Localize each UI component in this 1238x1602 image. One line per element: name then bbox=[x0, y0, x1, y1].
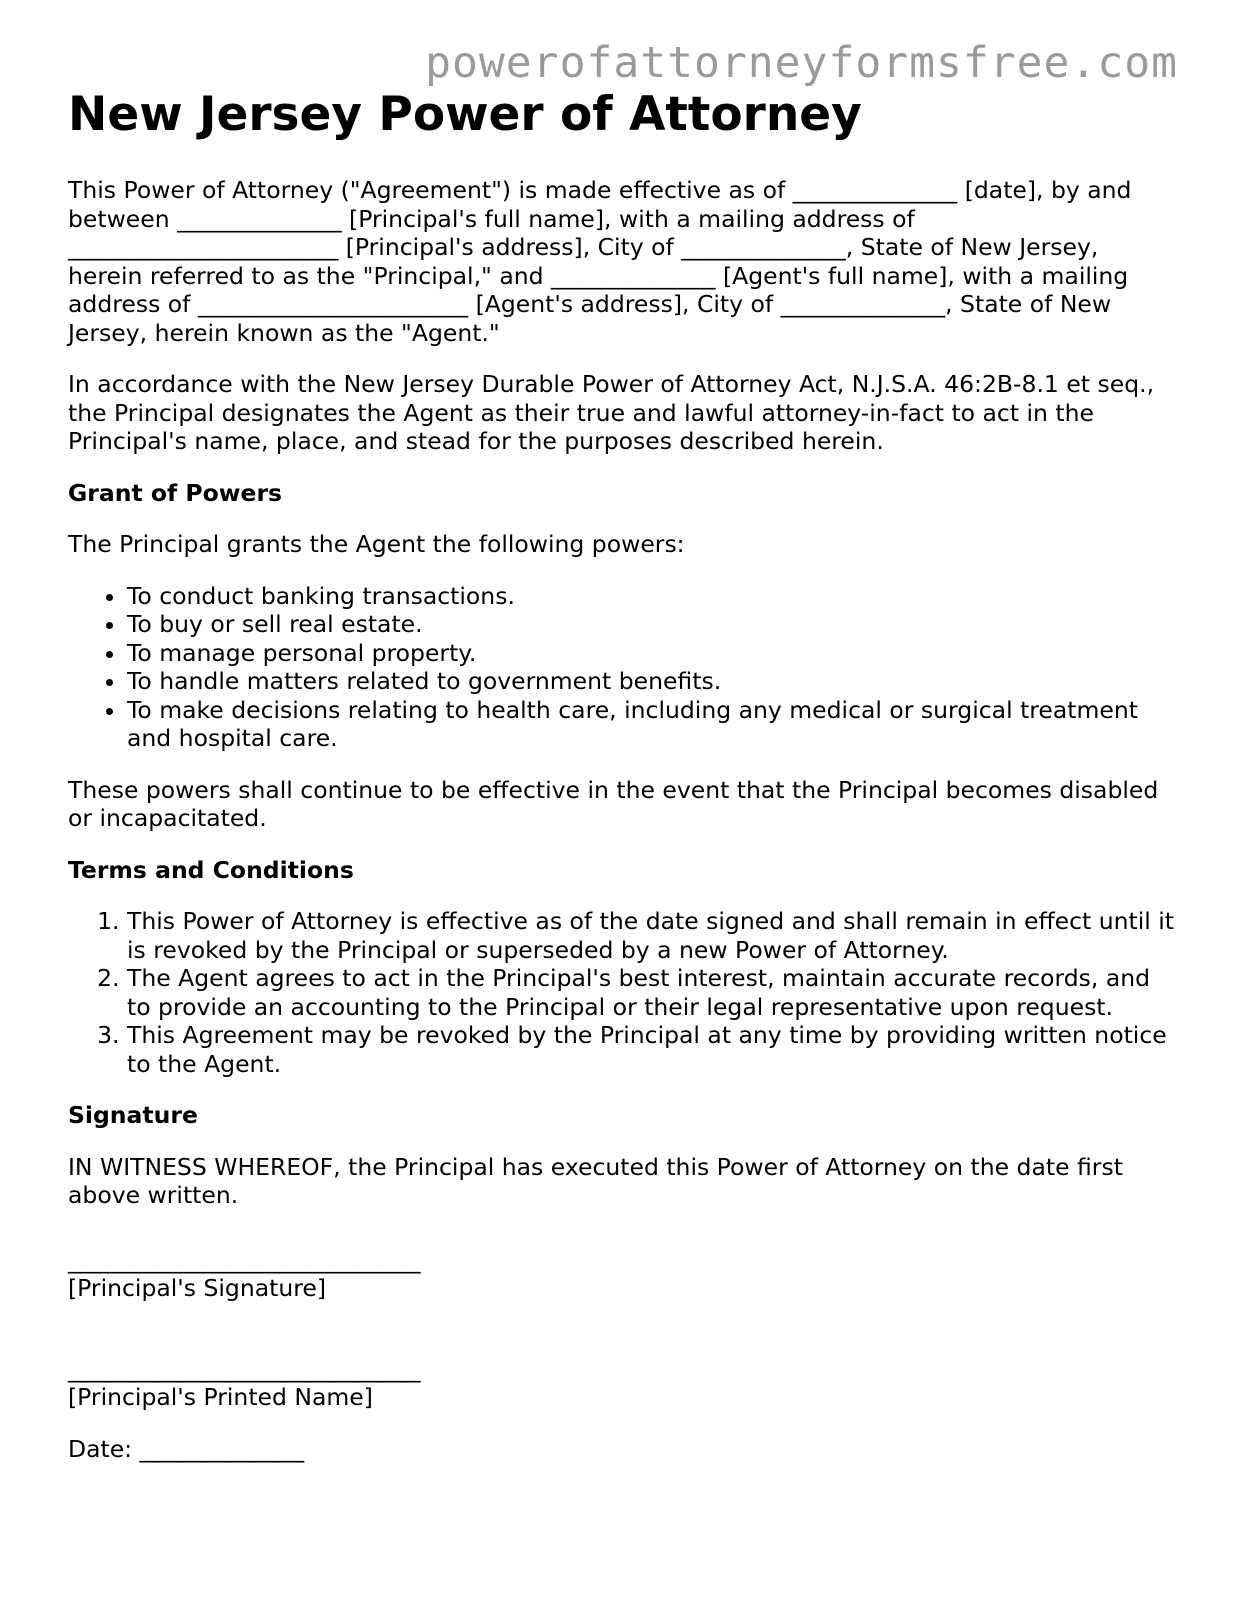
signature-heading: Signature bbox=[68, 1101, 198, 1129]
page-title: New Jersey Power of Attorney bbox=[68, 87, 862, 142]
watermark-text: powerofattorneyformsfree.com bbox=[425, 38, 1178, 88]
list-item: 1. This Power of Attorney is effective as of the date signed and shall remain in effect until it is revoked by the Principal or superseded by a new Power of Attorney. bbox=[127, 907, 1178, 964]
document-page bbox=[68, 84, 1178, 1463]
date-blank[interactable]: ______________ bbox=[139, 1434, 305, 1463]
signature-caption: [Principal's Signature] bbox=[68, 1274, 327, 1302]
powers-list bbox=[68, 582, 1178, 753]
signature-block bbox=[68, 1246, 1178, 1464]
terms-heading: Terms and Conditions bbox=[68, 855, 354, 884]
intro-paragraph: This Power of Attorney ("Agreement") is made effective as of ______________ [date], by and between ______________ [Principal's full name], with a mailing address of _______________________ [Principal's address], City of ______________, State of New Jersey, herein referred to as the "Principal," and ______________ [Agent's full name], with a mailing address of _______________________ [Agent's address], City of ______________, State of New Jersey, herein known as the "Agent." bbox=[68, 176, 1132, 347]
list-item: • To handle matters related to government benefits. bbox=[127, 667, 1178, 696]
durability-paragraph: These powers shall continue to be effective in the event that the Principal becomes disabled or incapacitated. bbox=[68, 775, 1159, 832]
date-row bbox=[68, 1435, 1178, 1464]
witness-paragraph: IN WITNESS WHEREOF, the Principal has executed this Power of Attorney on the date first above written. bbox=[68, 1152, 1123, 1209]
printed-name-line[interactable]: ______________________________ bbox=[68, 1354, 421, 1383]
printed-name-caption: [Principal's Printed Name] bbox=[68, 1383, 373, 1411]
signature-line[interactable]: ______________________________ bbox=[68, 1245, 421, 1274]
terms-list bbox=[68, 907, 1178, 1078]
list-item: • To manage personal property. bbox=[127, 639, 1178, 668]
list-item: • To conduct banking transactions. bbox=[127, 582, 1178, 611]
grant-lead: The Principal grants the Agent the following powers: bbox=[68, 530, 685, 558]
date-label: Date: bbox=[68, 1434, 133, 1463]
grant-heading: Grant of Powers bbox=[68, 478, 283, 507]
list-item: • To buy or sell real estate. bbox=[127, 610, 1178, 639]
act-paragraph: In accordance with the New Jersey Durable Power of Attorney Act, N.J.S.A. 46:2B-8.1 et seq., the Principal designates the Agent as their true and lawful attorney-in-fact to act in the Principal's name, place, and stead for the purposes described herein. bbox=[68, 370, 1155, 455]
list-item: • To make decisions relating to health care, including any medical or surgical treatment and hospital care. bbox=[127, 696, 1178, 753]
list-item: 2. The Agent agrees to act in the Principal's best interest, maintain accurate records, and to provide an accounting to the Principal or their legal representative upon request. bbox=[127, 964, 1178, 1021]
list-item: 3. This Agreement may be revoked by the Principal at any time by providing written notice to the Agent. bbox=[127, 1021, 1178, 1078]
